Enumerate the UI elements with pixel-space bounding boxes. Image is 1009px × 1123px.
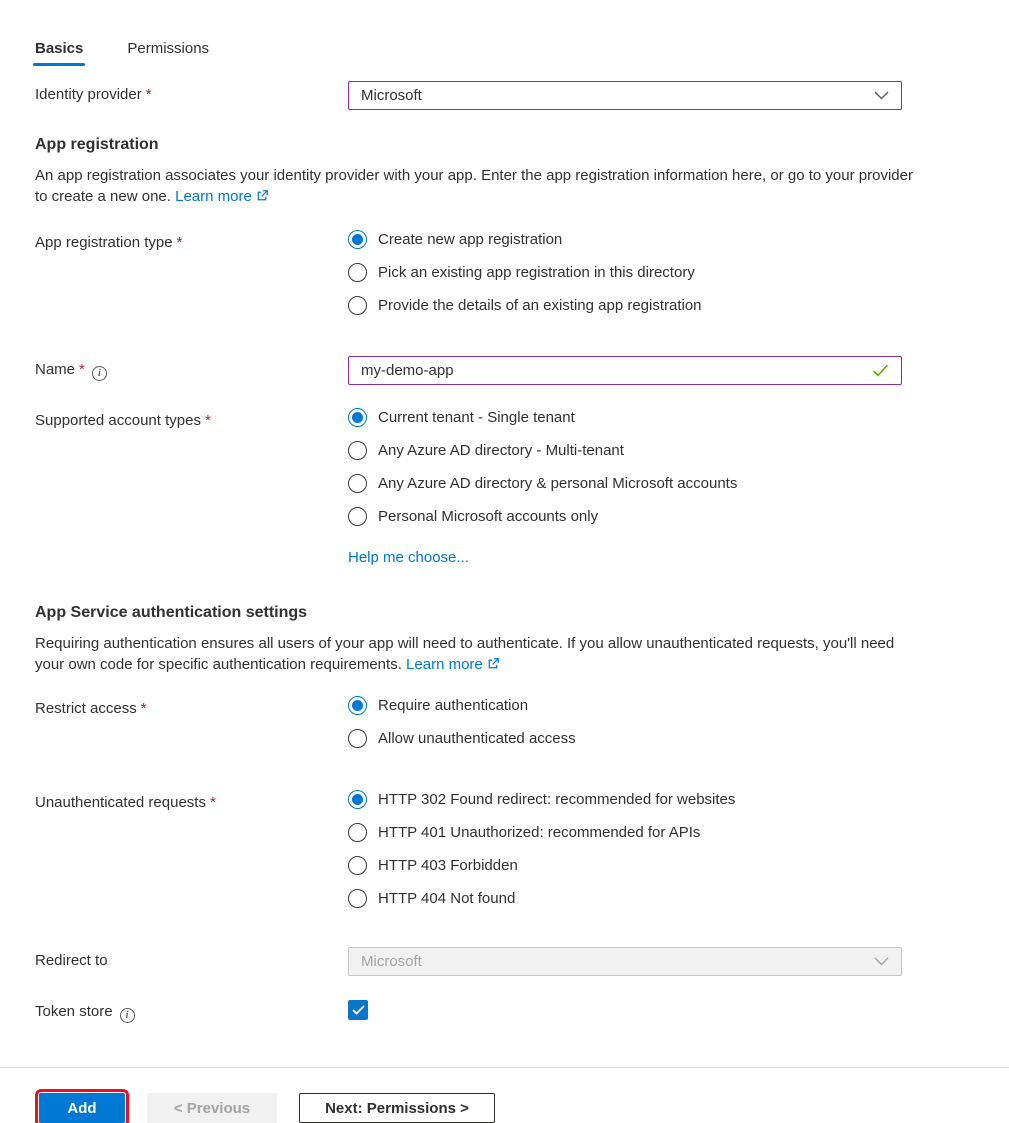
identity-provider-dropdown[interactable]: [348, 81, 902, 110]
external-link-icon: [256, 190, 268, 202]
redirect-to-dropdown: [348, 947, 902, 976]
learn-more-link[interactable]: Learn more: [175, 188, 268, 205]
previous-button: < Previous: [147, 1093, 277, 1123]
radio-button[interactable]: [348, 790, 367, 809]
radio-http-302[interactable]: HTTP 302 Found redirect: recommended for websites: [348, 789, 902, 810]
radio-allow-unauthenticated[interactable]: Allow unauthenticated access: [348, 728, 902, 749]
token-store-row: [35, 998, 974, 1023]
learn-more-link[interactable]: Learn more: [406, 656, 499, 673]
add-button[interactable]: Add: [39, 1093, 125, 1123]
radio-button[interactable]: [348, 889, 367, 908]
tab-basics[interactable]: [35, 40, 83, 66]
radio-button[interactable]: [348, 729, 367, 748]
app-registration-heading: App registration: [35, 136, 159, 153]
identity-provider-label: Identity provider *: [35, 86, 152, 103]
unauthenticated-requests-label: Unauthenticated requests *: [35, 794, 216, 811]
required-asterisk: *: [140, 700, 147, 717]
restrict-access-label: Restrict access *: [35, 700, 147, 717]
redirect-to-row: [35, 947, 974, 976]
checkmark-icon: [352, 1005, 365, 1015]
radio-any-azure-ad-personal[interactable]: Any Azure AD directory & personal Microsoft accounts: [348, 473, 902, 494]
radio-http-404[interactable]: HTTP 404 Not found: [348, 888, 902, 909]
radio-pick-existing-app-registration[interactable]: Pick an existing app registration in this directory: [348, 262, 902, 283]
name-input[interactable]: [348, 356, 902, 385]
unauthenticated-requests-options: [348, 789, 902, 921]
name-input-value: my-demo-app: [361, 362, 454, 379]
identity-provider-value: Microsoft: [361, 87, 422, 104]
auth-settings-description: Requiring authentication ensures all users of your app will need to authenticate. If you allow unauthenticated requests, you'll need your own code for specific authentication requirements. Learn more: [35, 635, 895, 673]
radio-button[interactable]: [348, 474, 367, 493]
required-asterisk: *: [204, 412, 211, 429]
radio-create-new-app-registration[interactable]: Create new app registration: [348, 229, 902, 250]
app-registration-type-options: [348, 229, 902, 328]
tab-permissions-label: Permissions: [127, 40, 210, 57]
valid-checkmark-icon: [872, 364, 889, 377]
radio-button[interactable]: [348, 856, 367, 875]
radio-require-authentication[interactable]: Require authentication: [348, 695, 902, 716]
next-permissions-button[interactable]: Next: Permissions >: [299, 1093, 495, 1123]
radio-provide-details-existing[interactable]: Provide the details of an existing app registration: [348, 295, 902, 316]
supported-account-types-row: [35, 407, 974, 566]
restrict-access-row: [35, 695, 974, 761]
supported-account-types-options: [348, 407, 902, 566]
radio-current-tenant-single[interactable]: Current tenant - Single tenant: [348, 407, 902, 428]
app-registration-type-label: App registration type *: [35, 234, 183, 251]
external-link-icon: [487, 658, 499, 670]
redirect-to-label: Redirect to: [35, 952, 108, 969]
radio-button[interactable]: [348, 263, 367, 282]
info-icon[interactable]: i: [120, 1008, 135, 1023]
token-store-checkbox[interactable]: [348, 1000, 368, 1020]
identity-provider-row: [35, 81, 974, 110]
radio-button[interactable]: [348, 296, 367, 315]
unauthenticated-requests-row: [35, 789, 974, 921]
name-label: Name * i: [35, 356, 348, 381]
info-icon[interactable]: i: [92, 366, 107, 381]
tab-basics-label: Basics: [35, 40, 84, 57]
tab-permissions[interactable]: [127, 40, 209, 66]
radio-http-401[interactable]: HTTP 401 Unauthorized: recommended for APIs: [348, 822, 902, 843]
radio-button[interactable]: [348, 507, 367, 526]
restrict-access-options: [348, 695, 902, 761]
supported-account-types-label: Supported account types *: [35, 412, 211, 429]
radio-button[interactable]: [348, 823, 367, 842]
radio-personal-microsoft-only[interactable]: Personal Microsoft accounts only: [348, 506, 902, 527]
help-me-choose-link[interactable]: Help me choose...: [348, 549, 469, 566]
tab-bar: [35, 40, 974, 66]
radio-button[interactable]: [348, 441, 367, 460]
redirect-to-value: Microsoft: [361, 953, 422, 970]
app-registration-description: An app registration associates your identity provider with your app. Enter the app registration information here, or go to your provider to create a new one. Learn more: [35, 167, 913, 205]
name-row: [35, 356, 974, 385]
app-registration-type-row: [35, 229, 974, 328]
chevron-down-icon: [874, 957, 889, 966]
radio-http-403[interactable]: HTTP 403 Forbidden: [348, 855, 902, 876]
radio-button[interactable]: [348, 408, 367, 427]
required-asterisk: *: [176, 234, 183, 251]
required-asterisk: *: [209, 794, 216, 811]
chevron-down-icon: [874, 91, 889, 100]
radio-button[interactable]: [348, 230, 367, 249]
radio-button[interactable]: [348, 696, 367, 715]
required-asterisk: *: [145, 86, 152, 103]
required-asterisk: *: [79, 361, 85, 378]
token-store-label: Token store i: [35, 998, 348, 1023]
auth-settings-heading: App Service authentication settings: [35, 604, 308, 621]
radio-any-azure-ad-multitenant[interactable]: Any Azure AD directory - Multi-tenant: [348, 440, 902, 461]
